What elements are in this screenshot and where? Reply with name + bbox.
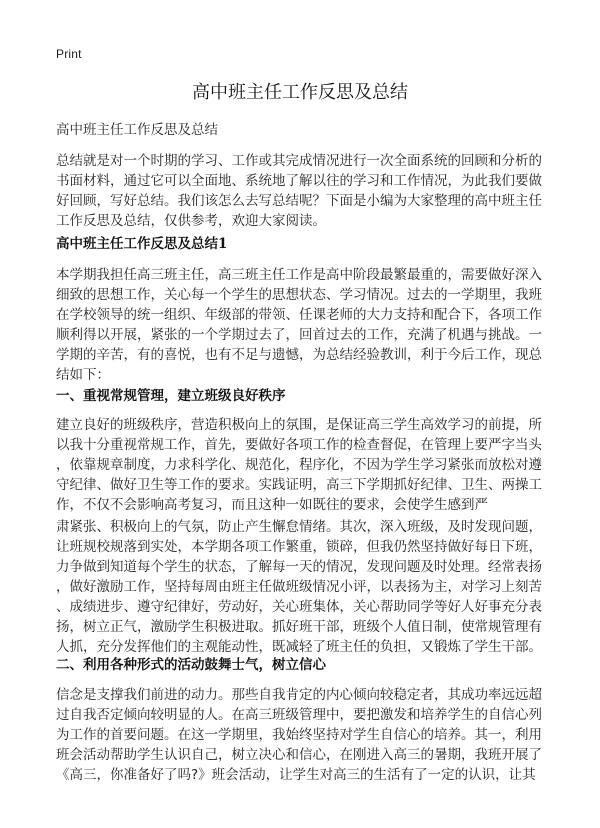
intro-line: 工作反思及总结，仅供参考，欢迎大家阅读。	[56, 213, 326, 229]
print-link[interactable]: Print	[56, 47, 82, 61]
heading-two-line: 班会活动帮助学生认识自己，树立决心和信心，在刚进入高三的暑期，我班开展了	[56, 747, 542, 763]
heading-two-line: 过自我否定倾向较明显的人。在高三班级管理中，要把激发和培养学生的自信心列	[56, 707, 542, 723]
section-1-line: 顺利得以开展，紧张的一个学期过去了，回首过去的工作，充满了机遇与挑战。一	[56, 327, 542, 343]
section-1-line: 本学期我担任高三班主任，高三班主任工作是高中阶段最繁最重的，需要做好深入	[56, 267, 542, 283]
section-1-heading: 高中班主任工作反思及总结1	[56, 236, 228, 252]
continuation-line: 肃紧张、积极向上的气氛，防止产生懈怠情绪。其次，深入班级，及时发现问题，	[56, 519, 542, 535]
heading-one-paragraph	[56, 415, 544, 515]
continuation-line: 、成绩进步、遵守纪律好，劳动好，关心班集体，关心帮助同学等好人好事充分表	[56, 599, 542, 615]
document-subtitle: 高中班主任工作反思及总结	[56, 122, 218, 138]
continuation-line: 人抓，充分发挥他们的主观能动性，既减轻了班主任的负担，又锻炼了学生干部。	[56, 639, 542, 655]
section-1-line: 结如下：	[56, 367, 110, 383]
heading-one-line: 建立良好的班级秩序，营造积极向上的氛围，是保证高三学生高效学习的前提，所	[56, 417, 542, 433]
section-1-line: 学期的辛苦，有的喜悦，也有不足与遗憾，为总结经验教训，利于今后工作，现总	[56, 347, 542, 363]
heading-one-line: 作，不仅不会影响高考复习，而且这种一如既往的要求，会使学生感到严	[56, 497, 488, 513]
heading-one: 一、重视常规管理，建立班级良好秩序	[56, 388, 286, 404]
continuation-line: ，做好激励工作，坚持每周由班主任做班级情况小评，以表扬为主，对学习上刻苦	[56, 579, 542, 595]
document-title: 高中班主任工作反思及总结	[192, 82, 408, 103]
continuation-line: 力争做到知道每个学生的状态，了解每一天的情况，发现问题及时处理。经常表扬	[56, 559, 542, 575]
section-1-paragraph	[56, 265, 544, 385]
heading-one-continuation	[56, 517, 544, 657]
heading-two-paragraph	[56, 685, 544, 785]
heading-two-line: 信念是支撑我们前进的动力。那些自我肯定的内心倾向较稳定者，其成功率远远超	[56, 687, 542, 703]
heading-two-line: 为工作的首要问题。在这一学期里，我始终坚持对学生自信心的培养。其一，利用	[56, 727, 542, 743]
heading-one-line: 以我十分重视常规工作，首先，要做好各项工作的检查督促，在管理上要严字当头	[56, 437, 542, 453]
intro-line: 书面材料，通过它可以全面地、系统地了解以往的学习和工作情况，为此我们要做	[56, 173, 542, 189]
heading-one-line: 守纪律、做好卫生等工作的要求。实践证明，高三下学期抓好纪律、卫生、两操工	[56, 477, 542, 493]
intro-paragraph	[56, 151, 544, 231]
heading-one-line: ，依靠规章制度，力求科学化、规范化，程序化，不因为学生学习紧张而放松对遵	[56, 457, 542, 473]
heading-two-line: 《高三，你准备好了吗?》班会活动，让学生对高三的生活有了一定的认识，让其	[56, 767, 536, 783]
section-1-line: 在学校领导的统一组织、年级部的带领、任课老师的大力支持和配合下，各项工作	[56, 307, 542, 323]
continuation-line: 扬，树立正气，激励学生积极进取。抓好班干部，班级个人值日制，使常规管理有	[56, 619, 542, 635]
heading-two: 二、利用各种形式的活动鼓舞士气，树立信心	[56, 657, 326, 673]
section-1-line: 细致的思想工作，关心每一个学生的思想状态、学习情况。过去的一学期里，我班	[56, 287, 542, 303]
intro-line: 好回顾，写好总结。我们该怎么去写总结呢？下面是小编为大家整理的高中班主任	[56, 193, 542, 209]
continuation-line: 让班规校规落到实处，本学期各项工作繁重，锁碎，但我仍然坚持做好每日下班，	[56, 539, 542, 555]
intro-line: 总结就是对一个时期的学习、工作或其完成情况进行一次全面系统的回顾和分析的	[56, 153, 542, 169]
